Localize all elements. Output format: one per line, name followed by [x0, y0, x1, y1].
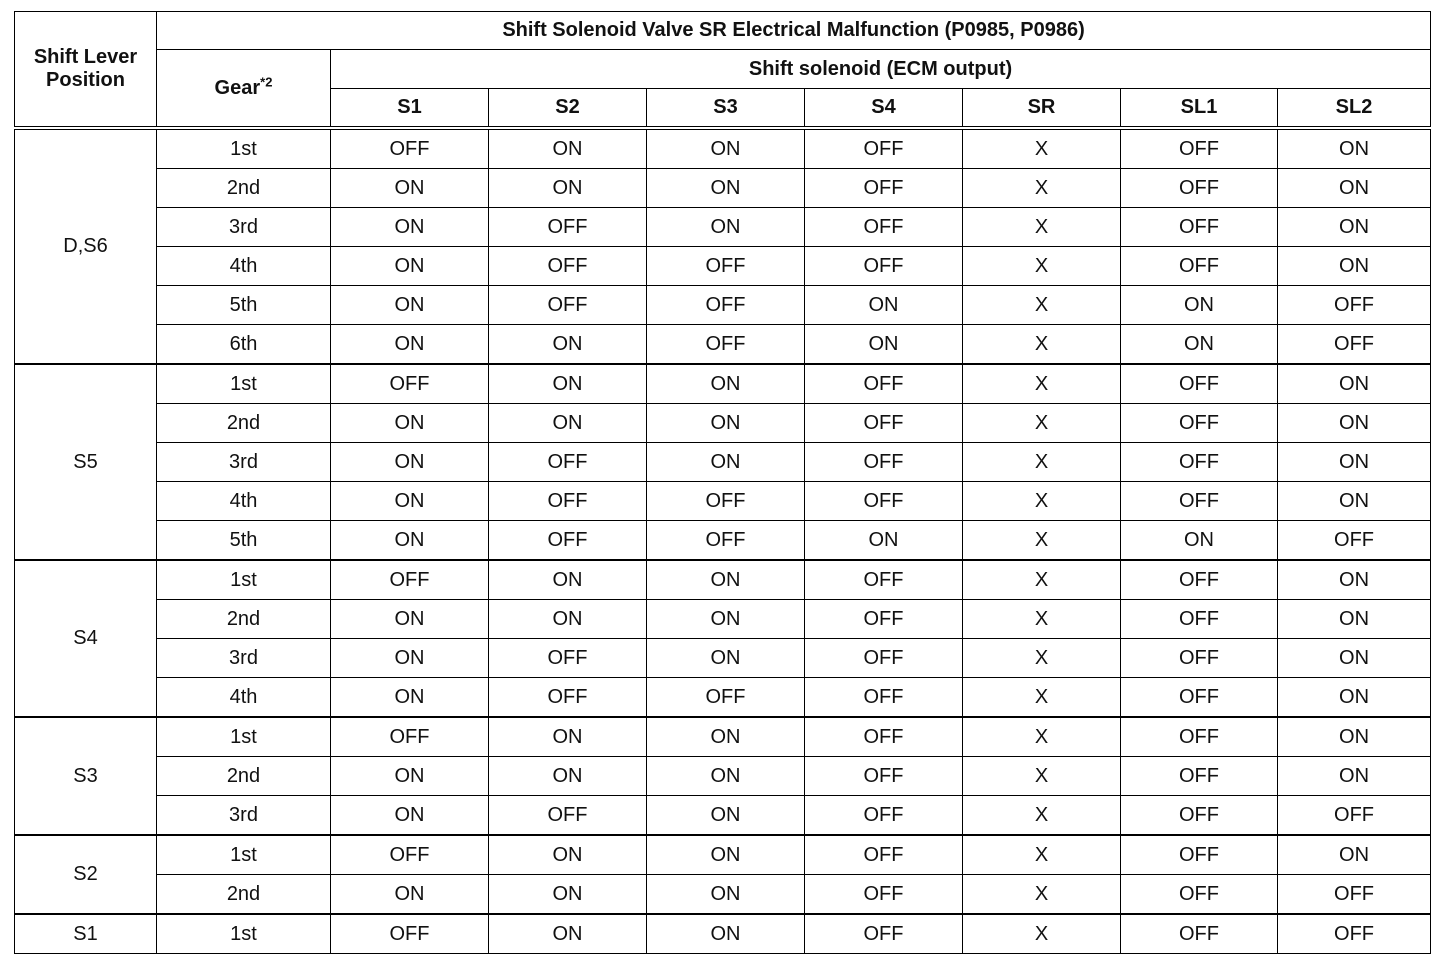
solenoid-state-cell-sr: X — [963, 678, 1121, 718]
solenoid-state-cell-sl2: OFF — [1278, 914, 1431, 954]
shift-lever-position-cell: S5 — [15, 364, 157, 560]
solenoid-state-cell-sl1: OFF — [1121, 560, 1278, 600]
gear-cell: 3rd — [157, 639, 331, 678]
solenoid-header-sr: SR — [963, 89, 1121, 129]
solenoid-state-cell-s1: ON — [331, 247, 489, 286]
solenoid-state-cell-s3: ON — [647, 914, 805, 954]
solenoid-header-sl1: SL1 — [1121, 89, 1278, 129]
solenoid-state-cell-s1: ON — [331, 443, 489, 482]
solenoid-state-cell-sl1: OFF — [1121, 796, 1278, 836]
solenoid-state-cell-s1: OFF — [331, 128, 489, 169]
solenoid-state-cell-sl1: OFF — [1121, 678, 1278, 718]
gear-cell: 3rd — [157, 443, 331, 482]
solenoid-state-cell-s1: ON — [331, 678, 489, 718]
solenoid-header-s1: S1 — [331, 89, 489, 129]
solenoid-state-cell-sr: X — [963, 443, 1121, 482]
solenoid-state-cell-s2: OFF — [489, 678, 647, 718]
table-row — [15, 914, 1431, 954]
solenoid-state-cell-s2: OFF — [489, 796, 647, 836]
shift-lever-position-cell: D,S6 — [15, 128, 157, 364]
solenoid-state-cell-s3: ON — [647, 128, 805, 169]
solenoid-header-s4: S4 — [805, 89, 963, 129]
solenoid-state-cell-s3: OFF — [647, 521, 805, 561]
solenoid-state-cell-s2: ON — [489, 717, 647, 757]
shift-lever-position-header: Shift Lever Position — [15, 12, 157, 129]
solenoid-state-cell-s2: OFF — [489, 482, 647, 521]
table-row — [15, 169, 1431, 208]
gear-cell: 2nd — [157, 757, 331, 796]
solenoid-state-cell-s2: OFF — [489, 443, 647, 482]
solenoid-state-cell-s4: OFF — [805, 796, 963, 836]
solenoid-state-cell-s4: OFF — [805, 835, 963, 875]
table-row — [15, 600, 1431, 639]
solenoid-state-cell-sl2: ON — [1278, 560, 1431, 600]
solenoid-state-cell-sr: X — [963, 286, 1121, 325]
solenoid-state-cell-sl2: ON — [1278, 482, 1431, 521]
solenoid-state-cell-s4: OFF — [805, 639, 963, 678]
solenoid-state-cell-sl1: OFF — [1121, 208, 1278, 247]
table-row — [15, 678, 1431, 718]
shift-lever-position-cell: S3 — [15, 717, 157, 835]
gear-cell: 1st — [157, 128, 331, 169]
solenoid-state-cell-s2: OFF — [489, 639, 647, 678]
solenoid-state-cell-s2: ON — [489, 600, 647, 639]
shift-lever-position-cell: S2 — [15, 835, 157, 914]
solenoid-state-cell-sl2: OFF — [1278, 796, 1431, 836]
solenoid-state-cell-s4: OFF — [805, 443, 963, 482]
solenoid-state-cell-s4: OFF — [805, 678, 963, 718]
solenoid-state-cell-s2: ON — [489, 169, 647, 208]
shift-solenoid-group-header: Shift solenoid (ECM output) — [331, 50, 1431, 89]
table-row — [15, 757, 1431, 796]
solenoid-state-cell-s3: ON — [647, 364, 805, 404]
solenoid-state-cell-s3: ON — [647, 600, 805, 639]
solenoid-state-cell-sl2: OFF — [1278, 286, 1431, 325]
gear-cell: 1st — [157, 835, 331, 875]
solenoid-state-cell-s4: ON — [805, 521, 963, 561]
solenoid-state-cell-sr: X — [963, 757, 1121, 796]
solenoid-operation-table — [14, 11, 1431, 954]
solenoid-state-cell-s2: ON — [489, 128, 647, 169]
solenoid-state-cell-s3: ON — [647, 404, 805, 443]
solenoid-state-cell-sl1: OFF — [1121, 875, 1278, 915]
solenoid-state-cell-sl1: OFF — [1121, 404, 1278, 443]
solenoid-state-cell-sl1: ON — [1121, 325, 1278, 365]
solenoid-state-cell-s1: ON — [331, 286, 489, 325]
solenoid-state-cell-s2: OFF — [489, 208, 647, 247]
solenoid-state-cell-sl2: ON — [1278, 443, 1431, 482]
solenoid-state-cell-sl1: OFF — [1121, 169, 1278, 208]
table-row — [15, 560, 1431, 600]
gear-cell: 2nd — [157, 875, 331, 915]
solenoid-state-cell-s1: OFF — [331, 717, 489, 757]
solenoid-state-cell-s1: ON — [331, 757, 489, 796]
solenoid-state-cell-s4: ON — [805, 286, 963, 325]
solenoid-state-cell-s2: OFF — [489, 521, 647, 561]
solenoid-state-cell-s2: ON — [489, 875, 647, 915]
table-row — [15, 796, 1431, 836]
solenoid-state-cell-s3: OFF — [647, 325, 805, 365]
gear-cell: 1st — [157, 560, 331, 600]
solenoid-header-sl2: SL2 — [1278, 89, 1431, 129]
solenoid-state-cell-s4: OFF — [805, 247, 963, 286]
gear-header — [157, 50, 331, 129]
solenoid-state-cell-s3: ON — [647, 717, 805, 757]
solenoid-state-cell-sl2: ON — [1278, 678, 1431, 718]
solenoid-state-cell-sl2: ON — [1278, 247, 1431, 286]
table-row — [15, 639, 1431, 678]
gear-cell: 4th — [157, 247, 331, 286]
gear-cell: 6th — [157, 325, 331, 365]
gear-header-label: Gear — [214, 76, 261, 99]
table-row — [15, 128, 1431, 169]
solenoid-state-cell-s3: ON — [647, 835, 805, 875]
gear-cell: 5th — [157, 521, 331, 561]
solenoid-state-cell-s3: ON — [647, 796, 805, 836]
solenoid-state-cell-sl1: OFF — [1121, 835, 1278, 875]
shift-lever-position-cell: S1 — [15, 914, 157, 954]
table-body — [15, 128, 1431, 954]
solenoid-state-cell-s3: ON — [647, 757, 805, 796]
solenoid-state-cell-s4: OFF — [805, 128, 963, 169]
solenoid-state-cell-sr: X — [963, 128, 1121, 169]
solenoid-state-cell-s1: OFF — [331, 560, 489, 600]
solenoid-state-cell-sr: X — [963, 169, 1121, 208]
gear-cell: 3rd — [157, 208, 331, 247]
solenoid-state-cell-sl1: OFF — [1121, 639, 1278, 678]
solenoid-state-cell-sl1: OFF — [1121, 364, 1278, 404]
solenoid-state-cell-sr: X — [963, 875, 1121, 915]
gear-cell: 3rd — [157, 796, 331, 836]
solenoid-state-cell-s2: OFF — [489, 286, 647, 325]
gear-cell: 2nd — [157, 600, 331, 639]
solenoid-header-s3: S3 — [647, 89, 805, 129]
solenoid-state-cell-s1: ON — [331, 325, 489, 365]
solenoid-state-cell-sl2: ON — [1278, 600, 1431, 639]
solenoid-state-cell-sl2: ON — [1278, 717, 1431, 757]
solenoid-state-cell-s2: ON — [489, 560, 647, 600]
solenoid-state-cell-s4: OFF — [805, 208, 963, 247]
table-row — [15, 875, 1431, 915]
solenoid-state-cell-s2: OFF — [489, 247, 647, 286]
solenoid-state-cell-s3: ON — [647, 169, 805, 208]
table-row — [15, 325, 1431, 365]
solenoid-state-cell-s4: ON — [805, 325, 963, 365]
solenoid-state-cell-s2: ON — [489, 364, 647, 404]
solenoid-state-cell-s1: OFF — [331, 835, 489, 875]
gear-cell: 4th — [157, 482, 331, 521]
solenoid-state-cell-s4: OFF — [805, 404, 963, 443]
solenoid-state-cell-s4: OFF — [805, 560, 963, 600]
solenoid-state-cell-s4: OFF — [805, 875, 963, 915]
solenoid-state-cell-sr: X — [963, 404, 1121, 443]
solenoid-state-cell-sr: X — [963, 521, 1121, 561]
solenoid-state-cell-s3: ON — [647, 639, 805, 678]
gear-cell: 5th — [157, 286, 331, 325]
solenoid-state-cell-s4: OFF — [805, 717, 963, 757]
table-row — [15, 521, 1431, 561]
solenoid-state-cell-s1: ON — [331, 482, 489, 521]
solenoid-state-cell-s4: OFF — [805, 169, 963, 208]
solenoid-state-cell-s3: OFF — [647, 482, 805, 521]
solenoid-state-cell-sl1: OFF — [1121, 128, 1278, 169]
solenoid-header-s2: S2 — [489, 89, 647, 129]
solenoid-state-cell-s4: OFF — [805, 364, 963, 404]
solenoid-state-cell-s1: ON — [331, 600, 489, 639]
gear-cell: 2nd — [157, 169, 331, 208]
solenoid-state-cell-sl2: ON — [1278, 835, 1431, 875]
table-row — [15, 364, 1431, 404]
solenoid-state-cell-s1: ON — [331, 875, 489, 915]
solenoid-state-cell-s1: ON — [331, 796, 489, 836]
solenoid-state-cell-sr: X — [963, 796, 1121, 836]
solenoid-state-cell-s1: ON — [331, 404, 489, 443]
solenoid-state-cell-sl1: ON — [1121, 286, 1278, 325]
solenoid-state-cell-sl2: ON — [1278, 128, 1431, 169]
solenoid-state-cell-sl2: ON — [1278, 404, 1431, 443]
solenoid-state-cell-sr: X — [963, 600, 1121, 639]
table-title: Shift Solenoid Valve SR Electrical Malfunction (P0985, P0986) — [157, 12, 1431, 50]
table-row — [15, 286, 1431, 325]
gear-cell: 2nd — [157, 404, 331, 443]
solenoid-state-cell-sl2: ON — [1278, 169, 1431, 208]
solenoid-state-cell-s2: ON — [489, 914, 647, 954]
solenoid-state-cell-sl2: ON — [1278, 364, 1431, 404]
solenoid-state-cell-s1: OFF — [331, 914, 489, 954]
solenoid-state-cell-s1: ON — [331, 208, 489, 247]
solenoid-state-cell-sr: X — [963, 325, 1121, 365]
solenoid-state-cell-sl1: OFF — [1121, 482, 1278, 521]
solenoid-state-cell-sr: X — [963, 247, 1121, 286]
solenoid-state-cell-sl1: OFF — [1121, 247, 1278, 286]
solenoid-state-cell-sr: X — [963, 560, 1121, 600]
solenoid-state-cell-sl2: ON — [1278, 639, 1431, 678]
gear-footnote: *2 — [260, 73, 273, 89]
gear-cell: 1st — [157, 717, 331, 757]
table-row — [15, 443, 1431, 482]
solenoid-state-cell-sl2: ON — [1278, 208, 1431, 247]
solenoid-state-cell-sr: X — [963, 835, 1121, 875]
solenoid-state-cell-s1: ON — [331, 169, 489, 208]
solenoid-state-cell-s2: ON — [489, 835, 647, 875]
gear-cell: 1st — [157, 914, 331, 954]
solenoid-state-cell-s4: OFF — [805, 914, 963, 954]
solenoid-state-cell-s3: ON — [647, 875, 805, 915]
table-row — [15, 247, 1431, 286]
solenoid-state-cell-s3: OFF — [647, 286, 805, 325]
solenoid-state-cell-s4: OFF — [805, 757, 963, 796]
solenoid-state-cell-sl2: ON — [1278, 757, 1431, 796]
solenoid-state-cell-sr: X — [963, 482, 1121, 521]
solenoid-state-cell-s3: OFF — [647, 247, 805, 286]
solenoid-table-container — [14, 11, 1430, 954]
solenoid-state-cell-sr: X — [963, 717, 1121, 757]
table-row — [15, 482, 1431, 521]
solenoid-state-cell-sr: X — [963, 639, 1121, 678]
solenoid-state-cell-s2: ON — [489, 325, 647, 365]
solenoid-state-cell-s3: ON — [647, 208, 805, 247]
shift-lever-position-cell: S4 — [15, 560, 157, 717]
solenoid-state-cell-s4: OFF — [805, 482, 963, 521]
gear-cell: 1st — [157, 364, 331, 404]
solenoid-state-cell-sl2: OFF — [1278, 875, 1431, 915]
solenoid-state-cell-s3: ON — [647, 560, 805, 600]
solenoid-state-cell-s1: OFF — [331, 364, 489, 404]
solenoid-state-cell-sl2: OFF — [1278, 325, 1431, 365]
table-row — [15, 717, 1431, 757]
solenoid-state-cell-s2: ON — [489, 757, 647, 796]
solenoid-state-cell-sr: X — [963, 208, 1121, 247]
solenoid-state-cell-s1: ON — [331, 639, 489, 678]
solenoid-state-cell-s3: ON — [647, 443, 805, 482]
gear-cell: 4th — [157, 678, 331, 718]
solenoid-state-cell-sr: X — [963, 914, 1121, 954]
table-row — [15, 835, 1431, 875]
table-header — [15, 12, 1431, 129]
solenoid-state-cell-sl2: OFF — [1278, 521, 1431, 561]
solenoid-state-cell-sl1: OFF — [1121, 443, 1278, 482]
solenoid-state-cell-sl1: OFF — [1121, 600, 1278, 639]
solenoid-state-cell-s2: ON — [489, 404, 647, 443]
solenoid-state-cell-s1: ON — [331, 521, 489, 561]
solenoid-state-cell-s4: OFF — [805, 600, 963, 639]
solenoid-state-cell-sr: X — [963, 364, 1121, 404]
solenoid-state-cell-sl1: OFF — [1121, 757, 1278, 796]
table-row — [15, 404, 1431, 443]
solenoid-state-cell-sl1: OFF — [1121, 914, 1278, 954]
solenoid-state-cell-s3: OFF — [647, 678, 805, 718]
table-row — [15, 208, 1431, 247]
solenoid-state-cell-sl1: OFF — [1121, 717, 1278, 757]
solenoid-state-cell-sl1: ON — [1121, 521, 1278, 561]
